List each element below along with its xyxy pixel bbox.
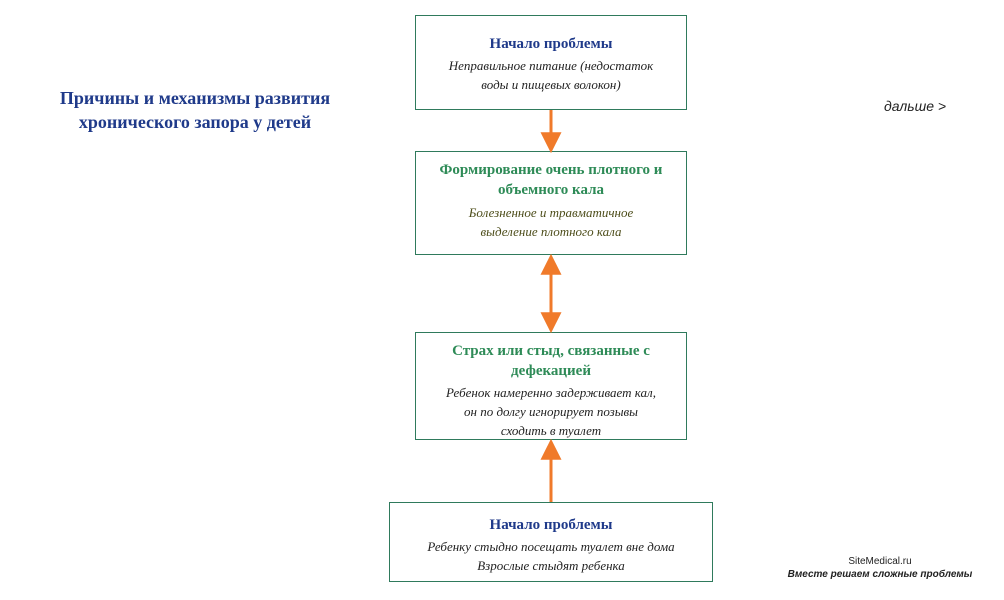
box-text-line: Взрослые стыдят ребенка: [477, 558, 625, 573]
brand-site: SiteMedical.ru: [848, 556, 912, 567]
brand-footer: [775, 555, 985, 581]
next-link[interactable]: дальше >: [884, 98, 947, 114]
box-heading-line: дефекацией: [511, 363, 591, 379]
box-problem-start-nutrition: [415, 15, 687, 110]
title-line-2: хронического запора у детей: [78, 112, 312, 132]
box-text-line: он по долгу игнорирует позывы: [464, 404, 638, 419]
box-heading-line: Страх или стыд, связанные с: [452, 343, 650, 359]
box-heading: [416, 160, 686, 200]
box-heading-line: Формирование очень плотного и: [439, 162, 663, 178]
box-text-line: Ребенку стыдно посещать туалет вне дома: [427, 539, 675, 554]
box-heading-line: объемного кала: [497, 182, 605, 198]
box-text-line: сходить в туалет: [500, 423, 602, 438]
diagram-title: [30, 86, 360, 134]
box-text-line: Ребенок намеренно задерживает кал,: [446, 385, 656, 400]
box-fear-shame: [415, 332, 687, 440]
box-heading: Начало проблемы: [489, 36, 613, 52]
box-text-line: воды и пищевых волокон): [481, 77, 621, 92]
box-dense-stool: [415, 151, 687, 255]
title-line-1: Причины и механизмы развития: [59, 88, 331, 108]
brand-tagline: Вместе решаем сложные проблемы: [787, 569, 973, 580]
box-text-line: Болезненное и травматичное: [468, 205, 634, 220]
box-text-line: Неправильное питание (недостаток: [448, 58, 654, 73]
box-text-line: выделение плотного кала: [480, 224, 622, 239]
box-heading: Начало проблемы: [489, 517, 613, 533]
box-heading: [416, 341, 686, 381]
box-problem-start-shame: [389, 502, 713, 582]
